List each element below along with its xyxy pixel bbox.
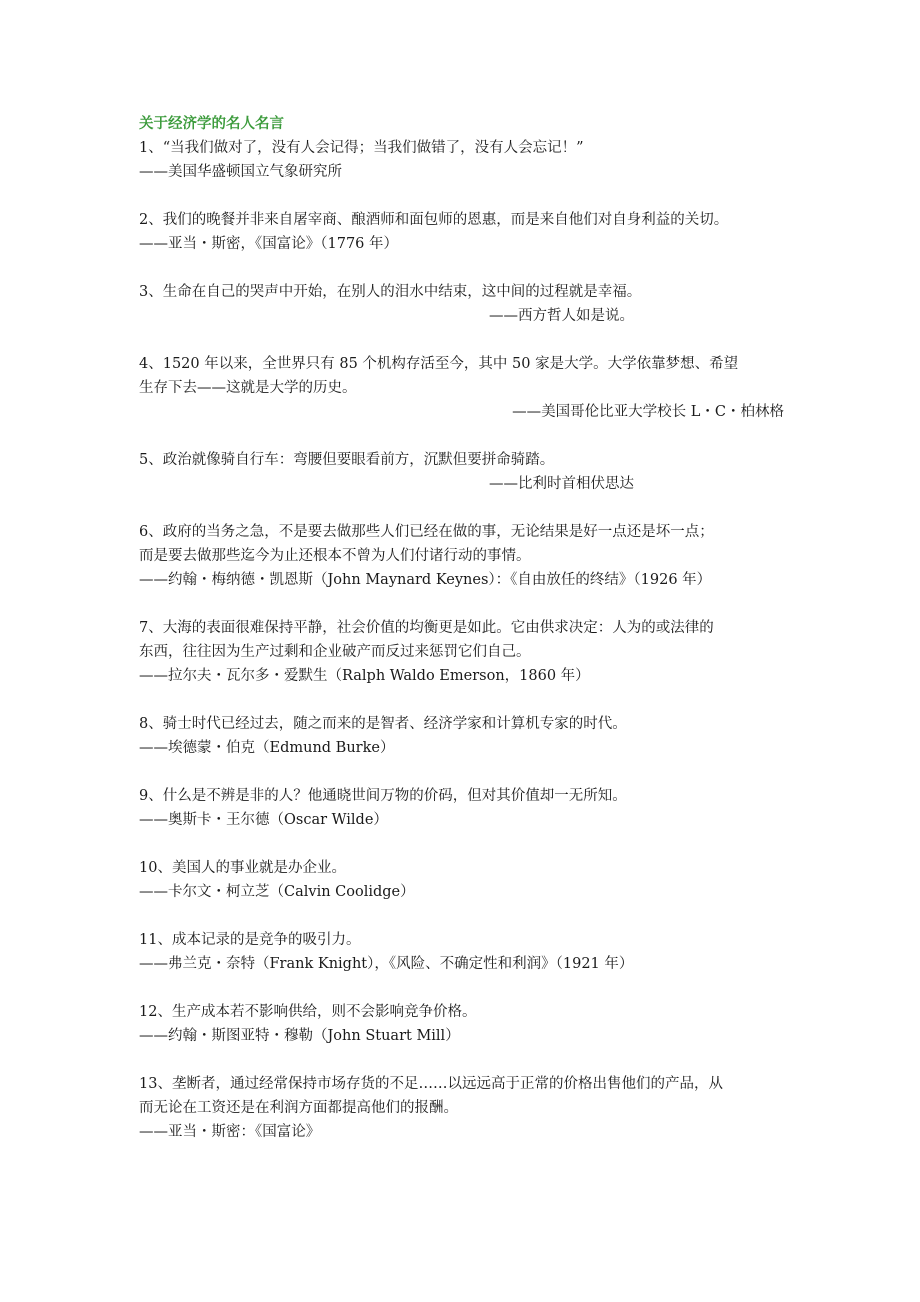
- quote-9: [139, 784, 784, 832]
- quote-3: [139, 280, 784, 328]
- quote-8: [139, 712, 784, 760]
- document-title: 关于经济学的名人名言: [139, 116, 284, 132]
- quote-attribution: ——美国华盛顿国立气象研究所: [139, 164, 342, 180]
- quote-attribution: ——弗兰克・奈特（Frank Knight），《风险、不确定性和利润》（1921 年）: [139, 956, 634, 972]
- quote-attribution: ——亚当・斯密：《国富论》: [139, 1124, 321, 1140]
- quote-text: 5、政治就像骑自行车：弯腰但要眼看前方，沉默但要拼命骑踏。: [139, 452, 555, 468]
- quote-text: 生存下去——这就是大学的历史。: [139, 380, 357, 396]
- quote-text: 12、生产成本若不影响供给，则不会影响竞争价格。: [139, 1004, 477, 1020]
- quote-text: 2、我们的晚餐并非来自屠宰商、酿酒师和面包师的恩惠，而是来自他们对自身利益的关切。: [139, 212, 729, 228]
- quote-text: 10、美国人的事业就是办企业。: [139, 860, 346, 876]
- quote-11: [139, 928, 784, 976]
- quote-text: 东西，往往因为生产过剩和企业破产而反过来惩罚它们自己。: [139, 644, 531, 660]
- quote-text: 9、什么是不辨是非的人？他通晓世间万物的价码，但对其价值却一无所知。: [139, 788, 627, 804]
- quote-4: [139, 352, 784, 424]
- quote-attribution: ——奥斯卡・王尔德（Oscar Wilde）: [139, 812, 388, 828]
- quote-5: [139, 448, 784, 496]
- quote-text: 1、“当我们做对了，没有人会记得；当我们做错了，没有人会忘记！”: [139, 140, 584, 156]
- quote-attribution: ——拉尔夫・瓦尔多・爱默生（Ralph Waldo Emerson，1860 年）: [139, 668, 590, 684]
- quote-attribution: ——约翰・梅纳德・凯恩斯（John Maynard Keynes）：《自由放任的终结》（1926 年）: [139, 572, 712, 588]
- quote-6: [139, 520, 784, 592]
- quote-text: 11、成本记录的是竞争的吸引力。: [139, 932, 361, 948]
- quote-7: [139, 616, 784, 688]
- quote-12: [139, 1000, 784, 1048]
- quote-attribution: ——美国哥伦比亚大学校长 L・C・柏林格: [512, 404, 784, 420]
- quote-text: 而无论在工资还是在利润方面都提高他们的报酬。: [139, 1100, 458, 1116]
- document-body: [139, 112, 784, 1168]
- quote-attribution: ——西方哲人如是说。: [489, 308, 634, 324]
- quote-text: 而是要去做那些迄今为止还根本不曾为人们付诸行动的事情。: [139, 548, 531, 564]
- quote-attribution: ——亚当・斯密，《国富论》（1776 年）: [139, 236, 399, 252]
- quote-13: [139, 1072, 784, 1144]
- quote-text: 4、1520 年以来，全世界只有 85 个机构存活至今，其中 50 家是大学。大学依靠梦想、希望: [139, 356, 739, 372]
- quote-text: 7、大海的表面很难保持平静，社会价值的均衡更是如此。它由供求决定：人为的或法律的: [139, 620, 714, 636]
- quote-text: 6、政府的当务之急，不是要去做那些人们已经在做的事，无论结果是好一点还是坏一点；: [139, 524, 714, 540]
- quote-text: 13、垄断者，通过经常保持市场存货的不足……以远远高于正常的价格出售他们的产品，从: [139, 1076, 723, 1092]
- quote-attribution: ——比利时首相伏思达: [489, 476, 634, 492]
- quote-1: [139, 136, 784, 184]
- quote-text: 3、生命在自己的哭声中开始，在别人的泪水中结束，这中间的过程就是幸福。: [139, 284, 642, 300]
- quote-text: 8、骑士时代已经过去，随之而来的是智者、经济学家和计算机专家的时代。: [139, 716, 627, 732]
- quote-2: [139, 208, 784, 256]
- quote-attribution: ——埃德蒙・伯克（Edmund Burke）: [139, 740, 395, 756]
- quote-attribution: ——约翰・斯图亚特・穆勒（John Stuart Mill）: [139, 1028, 460, 1044]
- quote-10: [139, 856, 784, 904]
- quote-attribution: ——卡尔文・柯立芝（Calvin Coolidge）: [139, 884, 415, 900]
